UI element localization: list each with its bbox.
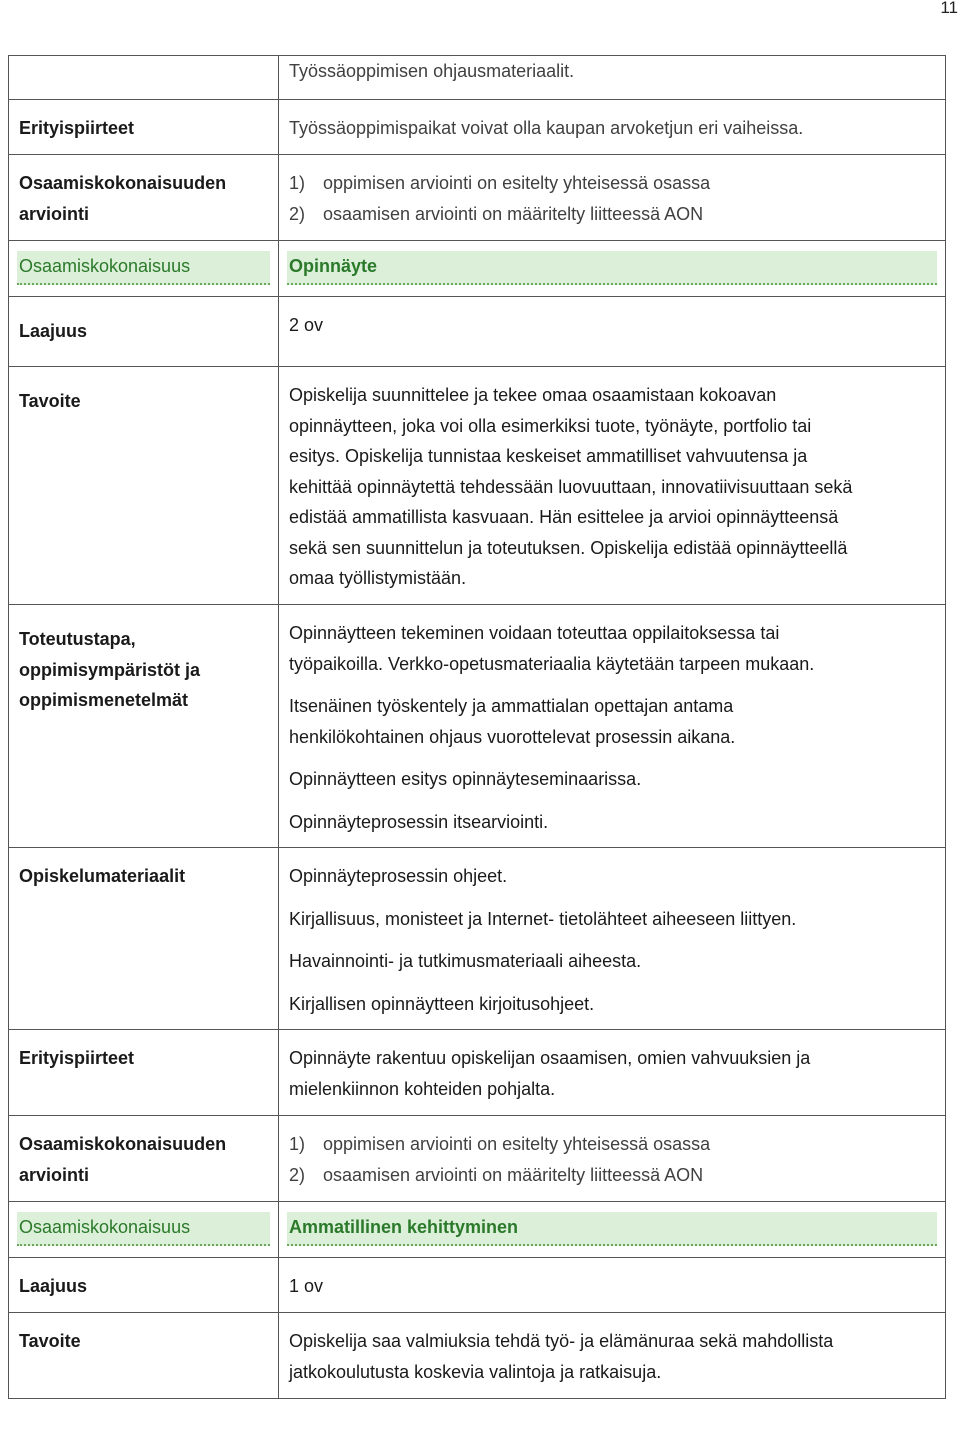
- paragraph: Opinnäytteen esitys opinnäyteseminaarissa.: [289, 769, 642, 789]
- paragraph: Kirjallisuus, monisteet ja Internet- tietolähteet aiheeseen liittyen.: [289, 908, 797, 929]
- list-item: 2) osaamisen arviointi on määritelty liitteessä AON: [289, 1164, 704, 1185]
- row-label-line: Osaamiskokonaisuuden: [19, 1134, 227, 1154]
- table-row: [9, 155, 946, 241]
- paragraph: Opinnäytteen tekeminen voidaan toteuttaa oppilaitoksessa tai työpaikoilla. Verkko-opetusmateriaalia käytetään tarpeen mukaan.: [289, 623, 815, 674]
- row-label-empty: [9, 56, 279, 100]
- section-header-label: Osaamiskokonaisuus: [17, 251, 270, 285]
- paragraph: Opinnäyteprosessin ohjeet.: [289, 866, 508, 886]
- section-header-title: Opinnäyte: [287, 251, 937, 285]
- row-label: Erityispiirteet: [19, 1048, 135, 1068]
- table-row: [9, 848, 946, 1030]
- paragraph: Opinnäyteprosessin itsearviointi.: [289, 811, 549, 832]
- section-header-row: [9, 241, 946, 297]
- paragraph: Havainnointi- ja tutkimusmateriaali aiheesta.: [289, 951, 642, 971]
- row-label-line: oppimismenetelmät: [19, 690, 189, 710]
- row-value: 1 ov: [289, 1276, 324, 1296]
- list-item: 1) oppimisen arviointi on esitelty yhteisessä osassa: [289, 1134, 711, 1154]
- row-value: Työssäoppimispaikat voivat olla kaupan arvoketjun eri vaiheissa.: [289, 118, 804, 138]
- row-label: Erityispiirteet: [19, 118, 135, 138]
- table-row: [9, 100, 946, 155]
- section-header-label: Osaamiskokonaisuus: [17, 1212, 270, 1246]
- tavoite-text: Opiskelija saa valmiuksia tehdä työ- ja elämänuraa sekä mahdollista jatkokoulutusta koskevia valintoja ja ratkaisuja.: [289, 1331, 834, 1382]
- row-label: Tavoite: [19, 391, 81, 411]
- table-row: [9, 1116, 946, 1202]
- row-label: Tavoite: [19, 1331, 81, 1351]
- paragraph: Kirjallisen opinnäytteen kirjoitusohjeet.: [289, 993, 595, 1014]
- row-label-line: oppimisympäristöt ja: [19, 659, 201, 680]
- section-header-row: [9, 1202, 946, 1258]
- list-item: 1) oppimisen arviointi on esitelty yhteisessä osassa: [289, 173, 711, 193]
- table-row: [9, 605, 946, 848]
- row-label: Laajuus: [19, 1276, 88, 1296]
- row-label-line: arviointi: [19, 1164, 90, 1185]
- table-row: [9, 367, 946, 605]
- table-row: [9, 56, 946, 100]
- row-label: Opiskelumateriaalit: [19, 866, 186, 886]
- table-row: [9, 1313, 946, 1399]
- numbered-list: [289, 1129, 935, 1190]
- row-value: 2 ov: [289, 315, 324, 335]
- row-label-line: Osaamiskokonaisuuden: [19, 173, 227, 193]
- table-row: [9, 1030, 946, 1116]
- table-row: [9, 297, 946, 367]
- row-value: Työssäoppimisen ohjausmateriaalit.: [279, 56, 946, 100]
- paragraph: Itsenäinen työskentely ja ammattialan opettajan antama henkilökohtainen ohjaus vuorottelevat prosessin aikana.: [289, 696, 736, 747]
- tavoite-text: Opiskelija suunnittelee ja tekee omaa osaamistaan kokoavan opinnäytteen, joka voi olla esimerkiksi tuote, työnäyte, portfolio tai esitys. Opiskelija tunnistaa keskeiset ammatilliset vahvuutensa ja kehittää opinnäytettä tehdessään luovuuttaan, innovatiivisuuttaan sekä edistää ammatillista kasvuaan. Hän esittelee ja arvioi opinnäytteensä sekä sen suunnittelun ja toteutuksen. Opiskelija edistää opinnäytteellä omaa työllistymistään.: [289, 385, 853, 588]
- curriculum-table: [8, 55, 946, 1399]
- row-label-line: Toteutustapa,: [19, 629, 136, 649]
- list-item: 2) osaamisen arviointi on määritelty liitteessä AON: [289, 203, 704, 224]
- page-number: 11: [940, 0, 958, 17]
- row-label-line: arviointi: [19, 203, 90, 224]
- table-row: [9, 1258, 946, 1313]
- numbered-list: [289, 168, 935, 229]
- section-header-title: Ammatillinen kehittyminen: [287, 1212, 937, 1246]
- row-label: Laajuus: [19, 321, 88, 341]
- erityis-text: Opinnäyte rakentuu opiskelijan osaamisen, omien vahvuuksien ja mielenkiinnon kohteiden pohjalta.: [289, 1048, 811, 1099]
